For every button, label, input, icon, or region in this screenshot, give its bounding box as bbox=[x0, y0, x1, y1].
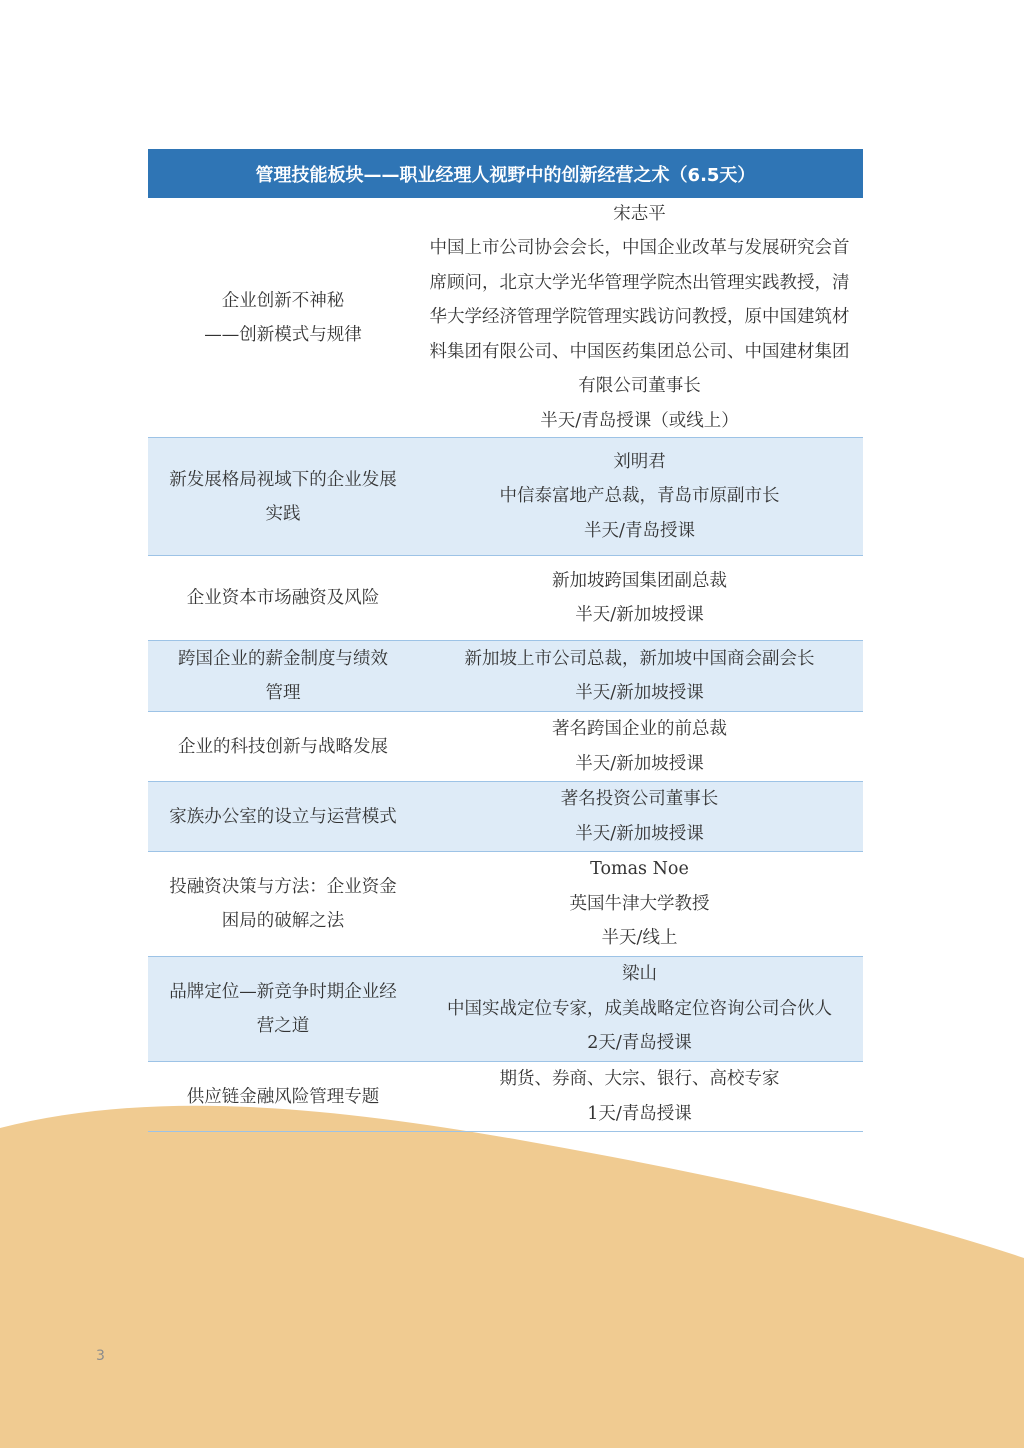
detail-line: 期货、券商、大宗、银行、高校专家 bbox=[499, 1069, 780, 1089]
detail-line: 席顾问，北京大学光华管理学院杰出管理实践教授，清 bbox=[429, 272, 850, 293]
detail-line: 新加坡跨国集团副总裁 bbox=[552, 570, 727, 591]
details-cell bbox=[418, 556, 863, 640]
topic-line: 新发展格局视域下的企业发展 bbox=[169, 469, 397, 490]
detail-line: 2天/青岛授课 bbox=[587, 1033, 692, 1054]
topic-line: 营之道 bbox=[256, 1016, 310, 1036]
table-row bbox=[148, 641, 863, 712]
detail-line: 1天/青岛授课 bbox=[587, 1103, 692, 1124]
topic-cell bbox=[148, 782, 418, 851]
detail-line: 半天/新加坡授课 bbox=[575, 605, 704, 625]
detail-line: 中国实战定位专家，成美战略定位咨询公司合伙人 bbox=[447, 998, 832, 1019]
detail-line: 新加坡上市公司总裁，新加坡中国商会副会长 bbox=[464, 648, 815, 669]
topic-line: 品牌定位—新竞争时期企业经 bbox=[169, 982, 397, 1002]
details-cell bbox=[418, 712, 863, 781]
detail-line: 半天/线上 bbox=[601, 928, 678, 949]
detail-line: 有限公司董事长 bbox=[578, 376, 701, 397]
detail-line: 著名跨国企业的前总裁 bbox=[552, 719, 727, 739]
details-cell bbox=[418, 852, 863, 956]
table-row bbox=[148, 1062, 863, 1132]
topic-line: 实践 bbox=[265, 503, 301, 524]
detail-line: 梁山 bbox=[622, 964, 657, 985]
decorative-wave bbox=[0, 1100, 1024, 1448]
detail-line: 料集团有限公司、中国医药集团总公司、中国建材集团 bbox=[429, 341, 850, 362]
table-row bbox=[148, 957, 863, 1062]
topic-line: 困局的破解之法 bbox=[221, 911, 345, 931]
topic-line: ——创新模式与规律 bbox=[204, 324, 362, 345]
table-row bbox=[148, 852, 863, 957]
topic-cell bbox=[148, 1062, 418, 1131]
topic-cell bbox=[148, 556, 418, 640]
page-number: 3 bbox=[96, 1348, 105, 1364]
detail-line: 半天/青岛授课（或线上） bbox=[540, 410, 739, 431]
detail-line: 半天/新加坡授课 bbox=[575, 823, 704, 844]
detail-line: 华大学经济管理学院管理实践访问教授，原中国建筑材 bbox=[429, 307, 850, 328]
topic-cell bbox=[148, 852, 418, 956]
details-cell bbox=[418, 782, 863, 851]
detail-line: 半天/青岛授课 bbox=[584, 520, 695, 541]
detail-line: 半天/新加坡授课 bbox=[575, 683, 704, 703]
table-row bbox=[148, 556, 863, 641]
detail-line: Tomas Noe bbox=[590, 859, 689, 880]
detail-line: 中国上市公司协会会长，中国企业改革与发展研究会首 bbox=[429, 238, 850, 259]
topic-line: 企业创新不神秘 bbox=[221, 290, 345, 311]
detail-line: 半天/新加坡授课 bbox=[575, 753, 704, 774]
topic-cell bbox=[148, 438, 418, 555]
details-cell bbox=[418, 198, 863, 437]
topic-cell bbox=[148, 957, 418, 1061]
table-row bbox=[148, 782, 863, 852]
detail-line: 中信泰富地产总裁，青岛市原副市长 bbox=[499, 486, 780, 507]
topic-line: 管理 bbox=[265, 683, 301, 703]
topic-line: 企业的科技创新与战略发展 bbox=[178, 736, 388, 757]
course-table bbox=[148, 149, 863, 1132]
topic-line: 投融资决策与方法：企业资金 bbox=[169, 877, 397, 897]
topic-line: 企业资本市场融资及风险 bbox=[186, 588, 380, 608]
topic-line: 跨国企业的薪金制度与绩效 bbox=[178, 649, 388, 669]
topic-cell bbox=[148, 641, 418, 711]
table-body bbox=[148, 198, 863, 1132]
table-row bbox=[148, 198, 863, 438]
table-row bbox=[148, 438, 863, 556]
details-cell bbox=[418, 957, 863, 1061]
detail-line: 宋志平 bbox=[613, 203, 666, 224]
topic-cell bbox=[148, 198, 418, 437]
detail-line: 英国牛津大学教授 bbox=[569, 893, 710, 914]
details-cell bbox=[418, 1062, 863, 1131]
topic-cell bbox=[148, 712, 418, 781]
details-cell bbox=[418, 641, 863, 711]
topic-line: 家族办公室的设立与运营模式 bbox=[169, 806, 397, 827]
details-cell bbox=[418, 438, 863, 555]
detail-line: 刘明君 bbox=[613, 451, 666, 472]
topic-line: 供应链金融风险管理专题 bbox=[186, 1086, 380, 1107]
table-row bbox=[148, 712, 863, 782]
detail-line: 著名投资公司董事长 bbox=[560, 789, 719, 809]
table-header: 管理技能板块——职业经理人视野中的创新经营之术（6.5天） bbox=[148, 149, 863, 198]
